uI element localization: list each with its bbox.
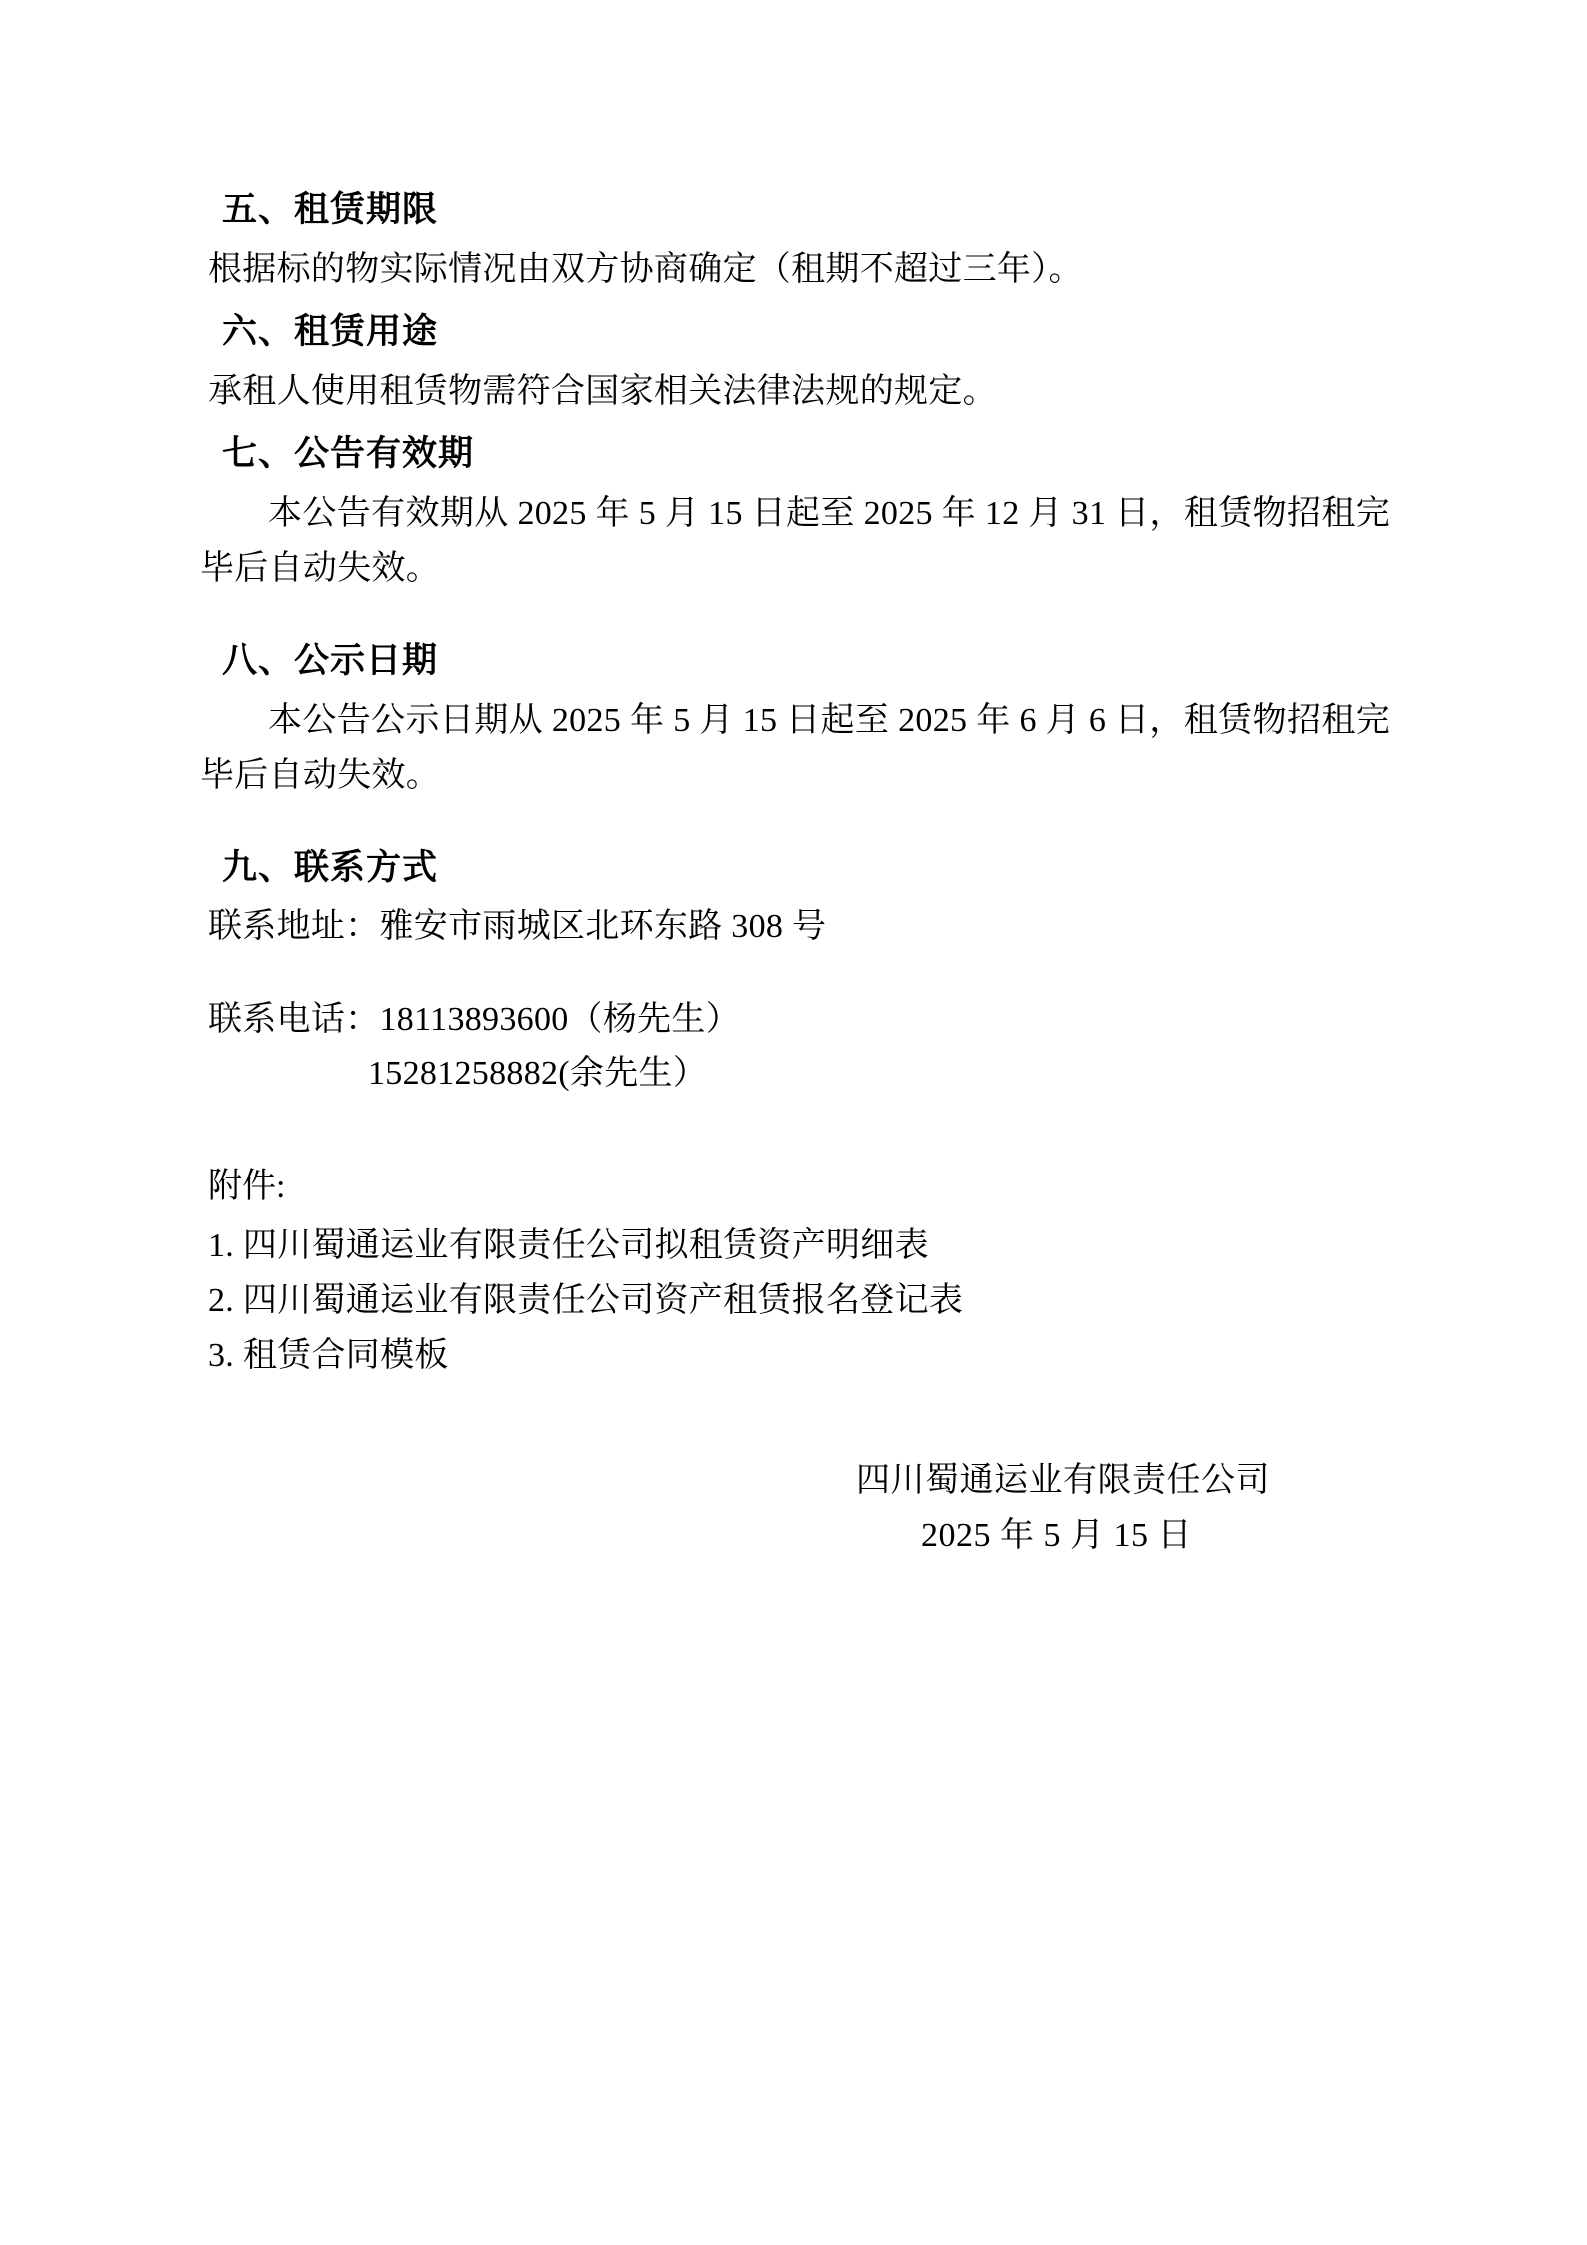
attachments-block <box>200 1160 1390 1384</box>
contact-phone-secondary: 15281258882(余先生） <box>368 1055 708 1093</box>
section-notice-validity <box>200 434 1390 596</box>
document-body <box>200 190 1390 1563</box>
section-heading-rental-use: 六、租赁用途 <box>222 312 439 353</box>
section-heading-publicity-date: 八、公示日期 <box>222 641 439 682</box>
section-publicity-date <box>200 641 1390 803</box>
attachment-item-3: 3. 租赁合同模板 <box>208 1337 449 1375</box>
section-rental-use <box>200 312 1390 419</box>
contact-address: 联系地址：雅安市雨城区北环东路 308 号 <box>208 908 827 946</box>
attachment-item-2: 2. 四川蜀通运业有限责任公司资产租赁报名登记表 <box>208 1282 964 1320</box>
section-heading-notice-validity: 七、公告有效期 <box>222 434 475 475</box>
section-text-publicity-date: 本公告公示日期从 2025 年 5 月 15 日起至 2025 年 6 月 6 日，租赁物招租完毕后自动失效。 <box>200 702 1390 795</box>
section-rental-term <box>200 190 1390 297</box>
section-contact <box>200 848 1390 1101</box>
section-text-rental-use: 承租人使用租赁物需符合国家相关法律法规的规定。 <box>208 373 997 411</box>
contact-phone-primary: 联系电话：18113893600（杨先生） <box>208 1000 741 1038</box>
section-heading-rental-term: 五、租赁期限 <box>222 190 439 230</box>
signature-company: 四川蜀通运业有限责任公司 <box>856 1462 1270 1500</box>
attachment-item-1: 1. 四川蜀通运业有限责任公司拟租赁资产明细表 <box>208 1227 929 1265</box>
spacer <box>200 1102 1390 1160</box>
signature-block <box>200 1453 1390 1563</box>
spacer <box>200 614 1390 636</box>
section-heading-contact: 九、联系方式 <box>222 848 439 889</box>
spacer <box>200 821 1390 843</box>
signature-date: 2025 年 5 月 15 日 <box>921 1517 1192 1555</box>
section-text-rental-term: 根据标的物实际情况由双方协商确定（租期不超过三年）。 <box>208 251 1083 288</box>
attachments-title: 附件: <box>208 1167 286 1205</box>
spacer <box>200 955 1390 993</box>
section-text-notice-validity: 本公告有效期从 2025 年 5 月 15 日起至 2025 年 12 月 31 日，租赁物招租完毕后自动失效。 <box>200 495 1390 588</box>
